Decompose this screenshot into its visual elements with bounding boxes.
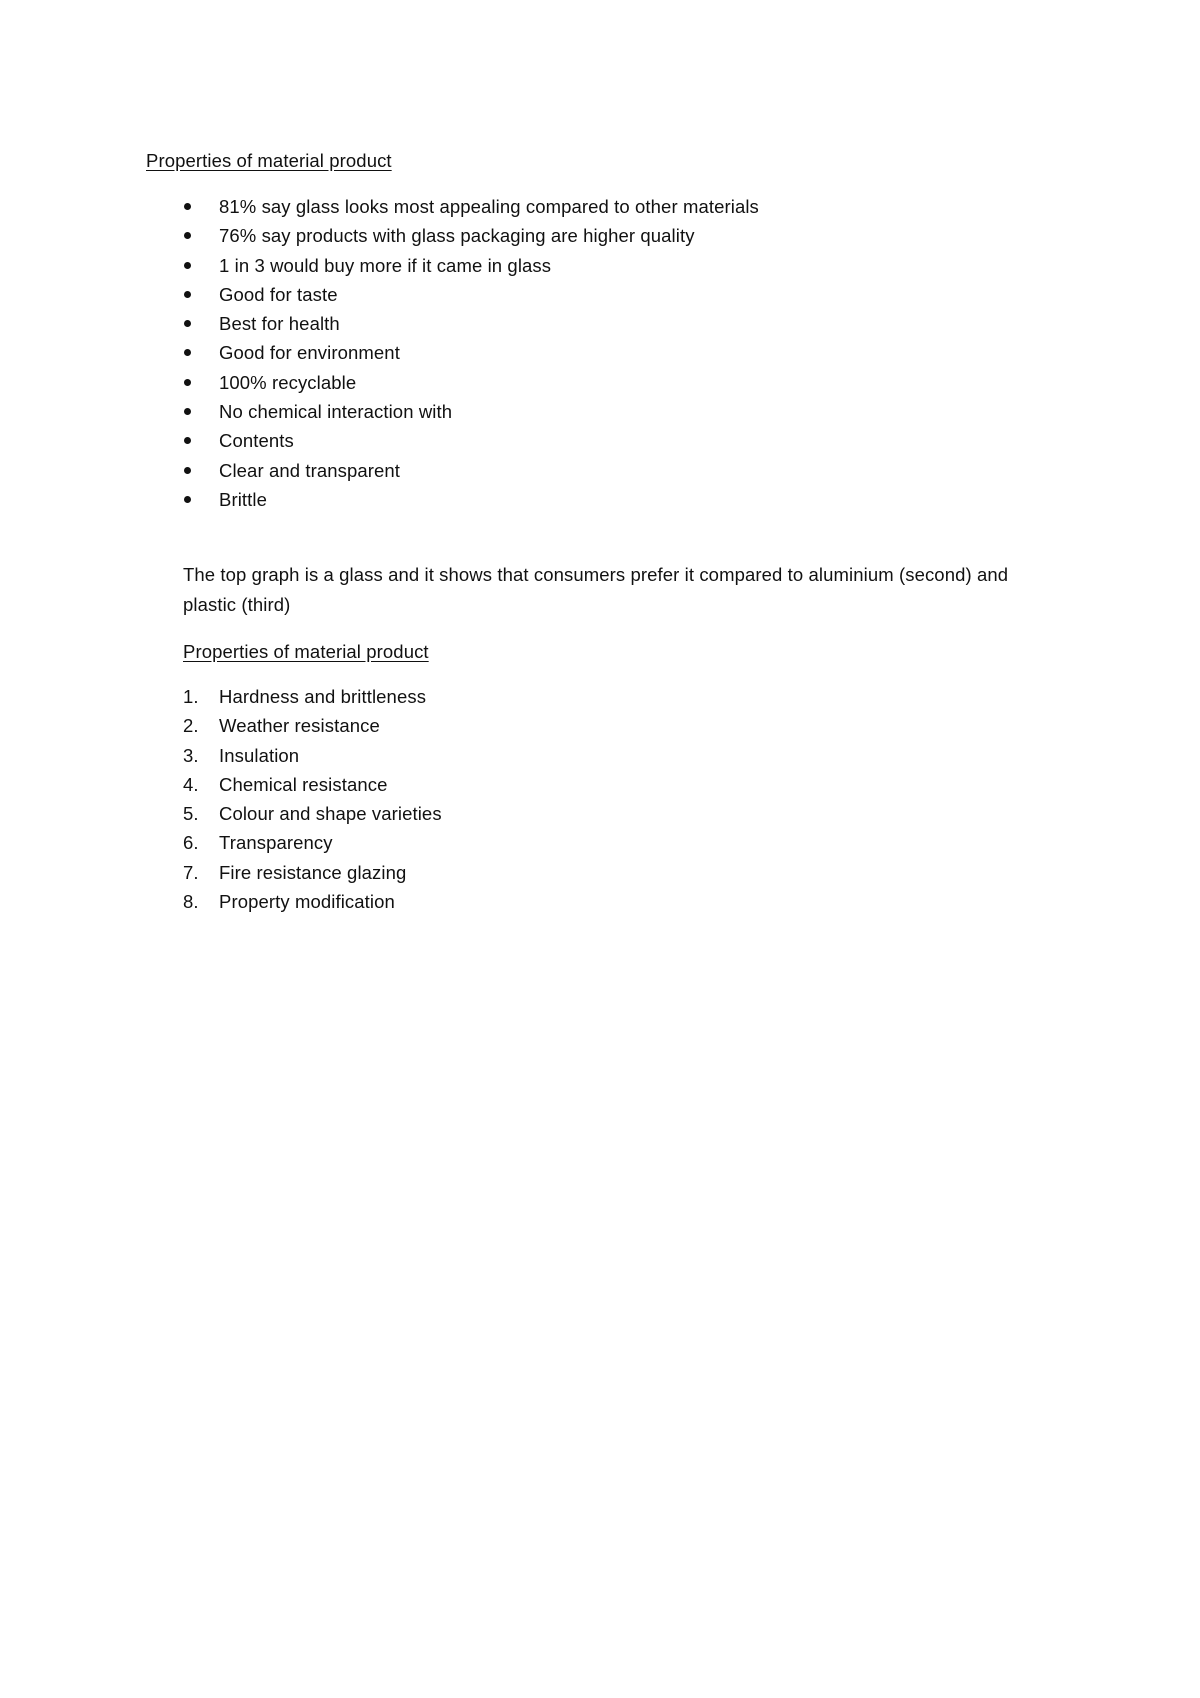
bullet-icon (184, 496, 191, 503)
numbered-item (0, 770, 442, 799)
bullet-text: Brittle (219, 488, 267, 510)
bullet-item (0, 280, 759, 309)
bullet-item (0, 397, 759, 426)
item-text: Colour and shape varieties (219, 803, 442, 825)
item-number: 3. (183, 744, 199, 766)
bullet-icon (184, 320, 191, 327)
bullet-icon (184, 291, 191, 298)
bullet-item (0, 192, 759, 221)
bullet-item (0, 251, 759, 280)
item-number: 5. (183, 803, 199, 825)
bullet-text: Contents (219, 430, 294, 452)
section-heading-2: Properties of material product (183, 641, 429, 662)
item-number: 8. (183, 891, 199, 913)
numbered-item (0, 828, 442, 857)
bullet-icon (184, 379, 191, 386)
item-number: 2. (183, 715, 199, 737)
bullet-icon (184, 437, 191, 444)
bullet-icon (184, 467, 191, 474)
item-text: Insulation (219, 744, 300, 766)
bullet-icon (184, 203, 191, 210)
item-number: 7. (183, 861, 199, 883)
numbered-item (0, 887, 442, 916)
bullet-text: 76% say products with glass packaging are higher quality (219, 225, 695, 247)
numbered-item (0, 682, 442, 711)
bullet-text: Good for taste (219, 283, 338, 305)
bullet-text: 100% recyclable (219, 371, 357, 393)
bullet-item (0, 485, 759, 514)
numbered-item (0, 799, 442, 828)
bullet-item (0, 426, 759, 455)
item-text: Hardness and brittleness (219, 686, 427, 707)
bullet-text: 1 in 3 would buy more if it came in glass (219, 254, 552, 276)
item-text: Transparency (219, 832, 333, 854)
numbered-item (0, 711, 442, 740)
body-paragraph: The top graph is a glass and it shows that consumers prefer it compared to aluminium (second) and plastic (third) (183, 564, 1009, 615)
item-number: 4. (183, 773, 199, 795)
numbered-item (0, 858, 442, 887)
bullet-item (0, 221, 759, 250)
item-number: 6. (183, 832, 199, 854)
bullet-text: No chemical interaction with (219, 401, 453, 423)
bullet-text: 81% say glass looks most appealing compared to other materials (219, 196, 759, 217)
item-text: Property modification (219, 891, 395, 913)
bullet-text: Clear and transparent (219, 459, 401, 481)
numbered-list (0, 682, 442, 916)
bullet-icon (184, 349, 191, 356)
numbered-item (0, 741, 442, 770)
bullet-text: Best for health (219, 313, 340, 335)
bullet-item (0, 456, 759, 485)
bullet-icon (184, 232, 191, 239)
bullet-text: Good for environment (219, 342, 400, 364)
item-number: 1. (183, 686, 199, 707)
item-text: Fire resistance glazing (219, 861, 407, 883)
bullet-item (0, 309, 759, 338)
section-heading: Properties of material product (146, 150, 392, 171)
item-text: Chemical resistance (219, 773, 388, 795)
item-text: Weather resistance (219, 715, 380, 737)
bullet-icon (184, 408, 191, 415)
bullet-item (0, 338, 759, 367)
bullet-icon (184, 262, 191, 269)
bullet-list (0, 192, 759, 514)
bullet-item (0, 368, 759, 397)
